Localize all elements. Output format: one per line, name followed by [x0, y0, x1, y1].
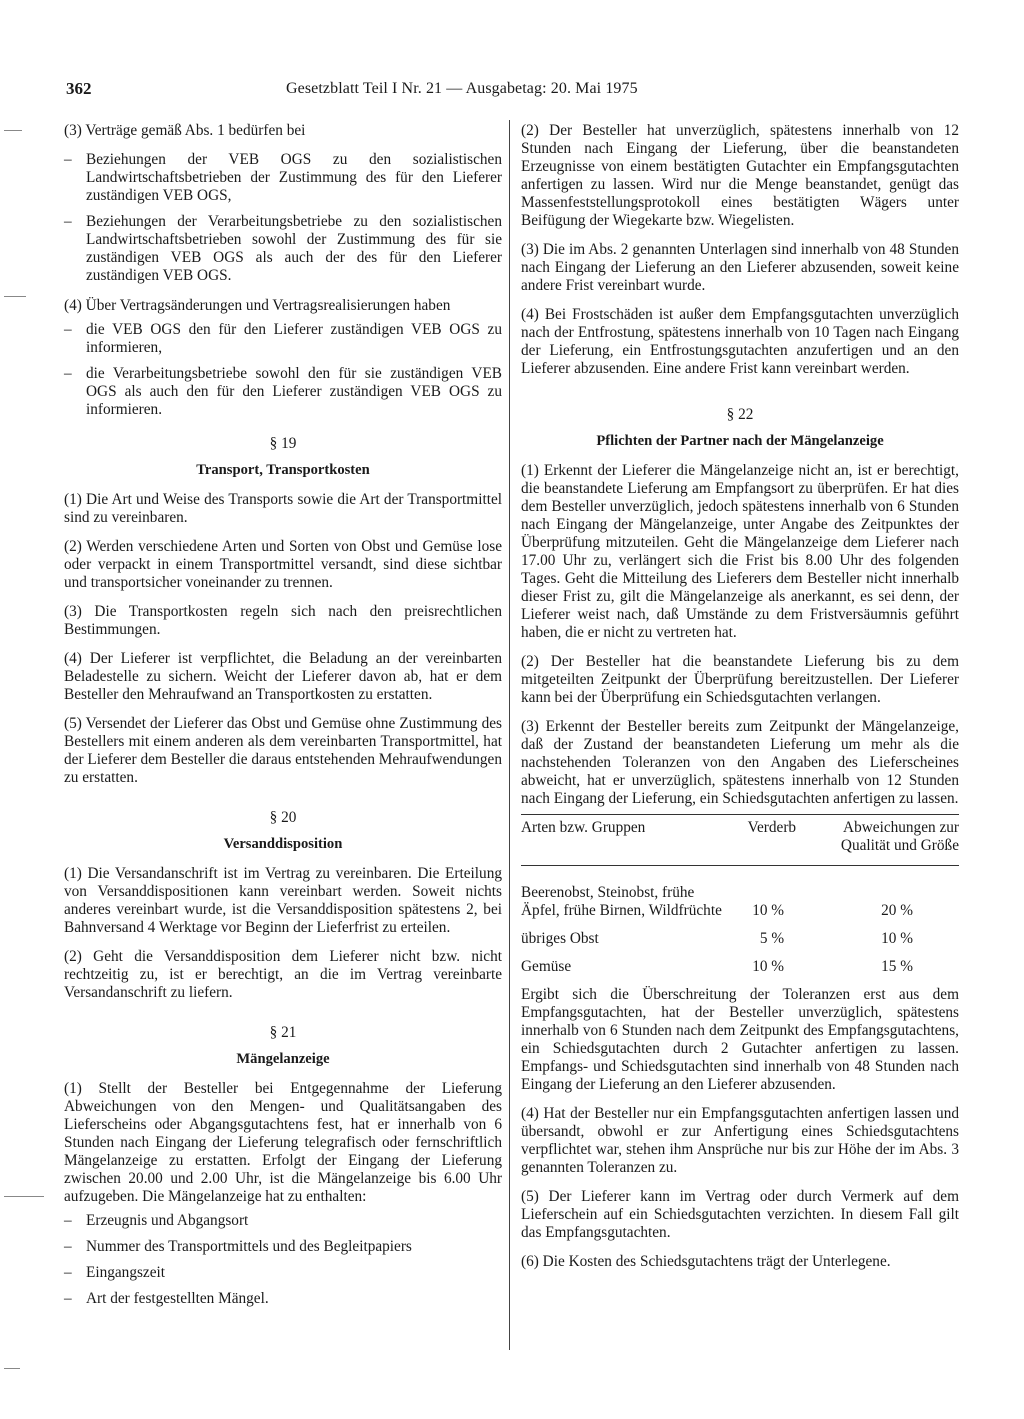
paragraph: (3) Die Transportkosten regeln sich nach den preisrechtlichen Bestimmungen. — [64, 603, 502, 638]
table-header-abweichungen: Abweichungen zur Qualität und Größe — [810, 815, 959, 866]
paragraph: (5) Versendet der Lieferer das Obst und Gemüse ohne Zustimmung des Bestellers mit einem anderen als dem vereinbarten Transportmittel, hat der Lieferer dem Besteller die daraus entstehenden Mehraufwendungen zu erstatten. — [64, 715, 502, 786]
table-header-groups: Arten bzw. Gruppen — [521, 815, 731, 866]
tolerance-table — [521, 814, 959, 982]
paragraph: (3) Erkennt der Besteller bereits zum Zeitpunkt der Mängelanzeige, daß der Zustand der beanstandeten Lieferung um mehr als die nachstehenden Toleranzen von den Angaben des Lieferscheines abweicht, hat er unverzüglich, spätestens innerhalb von 12 Stunden nach Eingang der Lieferung, ein Schiedsgutachten anfertigen zu lassen. — [521, 718, 959, 807]
table-header-verderb: Verderb — [731, 815, 810, 866]
margin-mark — [4, 1368, 20, 1369]
section-number: § 21 — [269, 1024, 297, 1041]
section-number: § 19 — [269, 435, 297, 452]
list-item: – Beziehungen der Verarbeitungsbetriebe zu den sozialistischen Landwirtschaftsbetrieben sowohl der Zustimmung des für sie zuständigen VEB OGS als auch der des für den Lieferer zuständigen VEB OGS. — [64, 213, 502, 285]
paragraph: (3) Die im Abs. 2 genannten Unterlagen sind innerhalb von 48 Stunden nach Eingang der Lieferung an den Lieferer abzusenden, soweit keine andere Frist vereinbart wurde. — [521, 241, 959, 294]
paragraph: (4) Bei Frostschäden ist außer dem Empfangsgutachten unverzüglich nach der Entfrostung, spätestens innerhalb von 10 Tagen nach Eingang der Lieferung, ein Entfrostungsgutachten anzufertigen und an den Lieferer abzusenden. Eine andere Frist kann vereinbart werden. — [521, 306, 959, 377]
table-cell-group: Beerenobst, Steinobst, frühe Äpfel, frühe Birnen, Wildfrüchte — [521, 884, 722, 919]
list-item: – Eingangszeit — [64, 1264, 502, 1282]
table-cell-abweichung: 10 % — [881, 930, 913, 947]
section-title: Mängelanzeige — [236, 1051, 330, 1067]
margin-mark — [4, 1196, 44, 1197]
paragraph: (1) Stellt der Besteller bei Entgegennahme der Lieferung Abweichungen von den Mengen- und Qualitätsangaben des Lieferscheins oder Abgangsgutachtens fest, hat er innerhalb von 6 Stunden nach Eingang der Lieferung telegrafisch oder fernschriftlich Mängelanzeige zu erstatten. Erfolgt der Eingang der Lieferung zwischen 20.00 und 2.00 Uhr, ist die Mängelanzeige bis 6.00 Uhr aufzugeben. Die Mängelanzeige hat zu enthalten: — [64, 1080, 502, 1205]
section-title: Pflichten der Partner nach der Mängelanzeige — [596, 433, 884, 449]
list-item: – Nummer des Transportmittels und des Begleitpapiers — [64, 1238, 502, 1256]
paragraph: (4) Der Lieferer ist verpflichtet, die Beladung an der vereinbarten Beladestelle zu sichern. Weicht der Lieferer davon ab, hat er dem Besteller den Mehraufwand an Transportkosten zu erstatten. — [64, 650, 502, 703]
table-cell-abweichung: 20 % — [881, 902, 913, 919]
margin-mark — [4, 130, 22, 131]
paragraph: (2) Der Besteller hat die beanstandete Lieferung bis zu dem mitgeteilten Zeitpunkt der Überprüfung bereitzustellen. Der Lieferer kann bei der Überprüfung ein Schiedsgutachten verlangen. — [521, 653, 959, 706]
table-cell-group: Gemüse — [521, 958, 572, 975]
section-title: Versanddisposition — [223, 836, 343, 852]
paragraph: (2) Werden verschiedene Arten und Sorten von Obst und Gemüse lose oder verpackt in einem Transportmittel versandt, sind diese sichtbar und transportsicher voneinander zu trennen. — [64, 538, 502, 591]
table-row — [521, 866, 959, 927]
paragraph: (2) Geht die Versanddisposition dem Lieferer nicht bzw. nicht rechtzeitig zu, ist er berechtigt, an die im Vertrag vereinbarte Versandanschrift zu liefern. — [64, 948, 502, 1001]
table-cell-group: übriges Obst — [521, 930, 599, 947]
page-number: 362 — [66, 79, 92, 98]
page-header — [66, 80, 958, 102]
list-item: – Art der festgestellten Mängel. — [64, 1290, 502, 1308]
margin-mark — [4, 296, 26, 297]
right-column — [521, 122, 959, 1282]
running-title: Gesetzblatt Teil I Nr. 21 — Ausgabetag: 20. Mai 1975 — [286, 80, 638, 97]
paragraph: (3) Verträge gemäß Abs. 1 bedürfen bei — [64, 122, 306, 139]
table-row — [521, 954, 959, 982]
table-cell-verderb: 10 % — [752, 902, 785, 919]
column-divider — [509, 120, 510, 1350]
section-number: § 22 — [726, 406, 754, 423]
list-item: – die Verarbeitungsbetriebe sowohl den für sie zuständigen VEB OGS als auch den für den Lieferer zuständigen VEB OGS zu informieren. — [64, 365, 502, 419]
paragraph: Ergibt sich die Überschreitung der Toleranzen erst aus dem Empfangsgutachten, hat der Besteller unverzüglich, spätestens innerhalb von 6 Stunden nach dem Zeitpunkt des Empfangsgutachtens, ein Schiedsgutachten durch 2 Gutachter anfertigen zu lassen. Empfangs- und Schiedsgutachten sind innerhalb von 48 Stunden nach Eingang der Lieferung an den Lieferer abzusenden. — [521, 986, 959, 1093]
paragraph: (1) Die Versandanschrift ist im Vertrag zu vereinbaren. Die Erteilung von Versanddispositionen kann vereinbart werden. Soweit nichts anderes vereinbart wurde, ist die Versanddisposition spätestens 2, bei Bahnversand 4 Werktage vor Beginn der Lieferfrist zu erteilen. — [64, 865, 502, 936]
left-column — [64, 122, 502, 1316]
list-item: – die VEB OGS den für den Lieferer zuständigen VEB OGS zu informieren, — [64, 321, 502, 357]
paragraph: (1) Die Art und Weise des Transports sowie die Art der Transportmittel sind zu vereinbaren. — [64, 491, 502, 526]
section-title: Transport, Transportkosten — [196, 462, 370, 478]
paragraph: (4) Über Vertragsänderungen und Vertragsrealisierungen haben — [64, 297, 451, 314]
paragraph: (4) Hat der Besteller nur ein Empfangsgutachten anfertigen lassen und übersandt, obwohl er zur Anfertigung eines Schiedsgutachtens verpflichtet war, stehen ihm Ansprüche nur bis zur Höhe der im Abs. 3 genannten Toleranzen zu. — [521, 1105, 959, 1176]
table-cell-verderb: 10 % — [752, 958, 785, 975]
paragraph: (2) Der Besteller hat unverzüglich, spätestens innerhalb von 12 Stunden nach Eingang der Lieferung, über die beanstandeten Erzeugnisse von einem bestätigten Gutachter ein Empfangsgutachten anfertigen zu lassen. Wird nur die Menge beanstandet, genügt das Massenfeststellungsprotokoll eines bestätigten Wägers unter Beifügung der Wiegekarte bzw. Wiegelisten. — [521, 122, 959, 229]
table-row — [521, 926, 959, 954]
list-item: – Erzeugnis und Abgangsort — [64, 1212, 502, 1230]
table-cell-abweichung: 15 % — [881, 958, 913, 975]
paragraph: (1) Erkennt der Lieferer die Mängelanzeige nicht an, ist er berechtigt, die beanstandete Lieferung am Empfangsort zu überprüfen. Er hat dies dem Besteller unverzüglich, jedoch spätestens innerhalb von 6 Stunden nach Eingang der Mängelanzeige, unter Angabe des Zeitpunktes der Überprüfung mitzuteilen. Geht die Mängelanzeige dem Lieferer nach 17.00 Uhr zu, verlängert sich die Frist bis 8.00 Uhr des folgenden Tages. Geht die Mitteilung des Lieferers dem Besteller nicht innerhalb dieser Frist zu, gilt die Mängelanzeige als anerkannt, es sei denn, der Lieferer weist nach, daß Umstände zu dem Fristversäumnis geführt haben, die er nicht zu vertreten hat. — [521, 462, 959, 641]
paragraph: (6) Die Kosten des Schiedsgutachtens trägt der Unterlegene. — [521, 1253, 891, 1270]
table-header-row — [521, 815, 959, 866]
paragraph: (5) Der Lieferer kann im Vertrag oder durch Vermerk auf dem Lieferschein auf ein Schiedsgutachten verzichten. In diesem Fall gilt das Empfangsgutachten. — [521, 1188, 959, 1241]
section-number: § 20 — [269, 809, 297, 826]
table-cell-verderb: 5 % — [759, 930, 785, 947]
list-item: – Beziehungen der VEB OGS zu den sozialistischen Landwirtschaftsbetrieben der Zustimmung des für den Lieferer zuständigen VEB OGS, — [64, 151, 502, 205]
